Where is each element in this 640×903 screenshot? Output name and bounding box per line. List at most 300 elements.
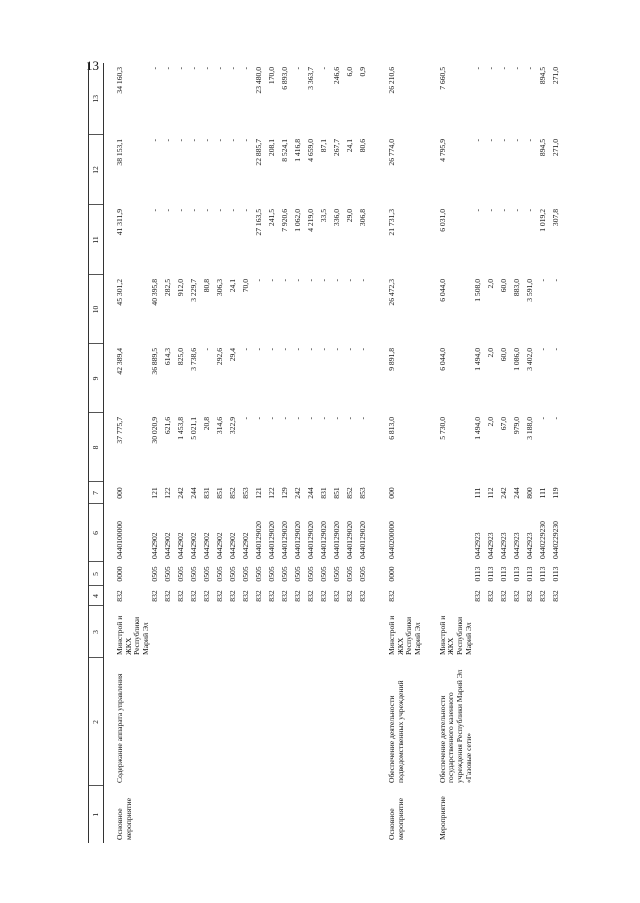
cell-year-1: 2,0 [485, 417, 495, 427]
cell-year-1: 979,0 [511, 417, 521, 435]
cell-grbs: 832 [115, 590, 124, 602]
cell-csr: 0442902 [175, 532, 185, 559]
cell-csr: 0442923 [498, 532, 508, 559]
cell-year-6: 246,6 [331, 67, 341, 85]
cell-year-4: - [472, 209, 482, 212]
cell-year-4: 41 311,9 [115, 209, 124, 236]
cell-rzpr: 0505 [201, 566, 211, 582]
cell-csr: 0440129020 [266, 521, 276, 559]
cell-year-3: 24,1 [227, 279, 237, 293]
cell-year-6: 170,0 [266, 67, 276, 85]
cell-csr: 0442923 [524, 532, 534, 559]
cell-status: Мероприятие [437, 796, 447, 840]
cell-year-6: 23 480,0 [253, 67, 263, 94]
cell-grbs: 832 [344, 590, 354, 602]
cell-executor [552, 606, 565, 658]
cell-year-6: 6 893,0 [279, 67, 289, 90]
cell-grbs: 832 [511, 590, 521, 602]
cell-grbs: 832 [292, 590, 302, 602]
table-row [388, 63, 423, 843]
cell-year-3: - [550, 279, 560, 282]
cell-name [229, 658, 242, 786]
cell-grbs [439, 586, 474, 606]
cell-status [320, 786, 333, 843]
cell-grbs: 832 [227, 590, 237, 602]
cell-year-6: 894,5 [537, 67, 547, 85]
cell-year-6: - [485, 67, 495, 70]
cell-grbs: 832 [537, 590, 547, 602]
cell-year-5: - [240, 139, 250, 142]
table-row [203, 63, 216, 843]
cell-year-2: - [292, 348, 302, 351]
table-row [552, 63, 565, 843]
cell-year-6: - [175, 67, 185, 70]
cell-executor [216, 606, 229, 658]
cell-executor: Минстрой и ЖКХ Республики Марий Эл [115, 615, 151, 655]
cell-year-3: - [537, 279, 547, 282]
cell-year-3: - [305, 279, 315, 282]
cell-year-3: - [292, 279, 302, 282]
cell-year-5: - [162, 139, 172, 142]
cell-rzpr: 0505 [214, 566, 224, 582]
cell-rzpr: 0505 [175, 566, 185, 582]
cell-status [281, 786, 294, 843]
table-row [439, 63, 474, 843]
cell-year-4: 1 019,2 [537, 209, 547, 232]
cell-year-1: 37 775,7 [115, 417, 124, 444]
cell-year-1: 1 453,8 [175, 417, 185, 440]
cell-year-3: 282,5 [162, 279, 172, 297]
cell-grbs: 832 [386, 590, 396, 602]
cell-status [526, 786, 539, 843]
cell-year-3: 2,0 [485, 279, 495, 289]
cell-name [552, 658, 565, 786]
cell-year-2: - [318, 348, 328, 351]
cell-year-3: 80,8 [201, 279, 211, 293]
cell-rzpr: 0505 [331, 566, 341, 582]
cell-year-1: - [266, 417, 276, 420]
cell-grbs: 832 [331, 590, 341, 602]
cell-year-2: 6 044,0 [437, 348, 447, 371]
cell-year-3: - [318, 279, 328, 282]
cell-csr: 0440229230 [550, 521, 560, 559]
cell-year-1: 1 494,0 [472, 417, 482, 440]
cell-year-6: - [162, 67, 172, 70]
table-header [89, 63, 117, 843]
cell-name [539, 658, 552, 786]
page-number: 13 [86, 58, 99, 73]
table-row [307, 63, 320, 843]
cell-executor [500, 606, 513, 658]
cell-csr: 0442902 [214, 532, 224, 559]
table-body [116, 63, 565, 843]
cell-csr: 0440129020 [331, 521, 341, 559]
cell-executor [359, 606, 372, 658]
cell-year-1: - [550, 417, 560, 420]
cell-grbs: 832 [188, 590, 198, 602]
cell-rzpr: 0113 [472, 566, 482, 582]
cell-executor [294, 606, 307, 658]
cell-name [242, 658, 255, 786]
table-row [294, 63, 307, 843]
cell-executor [164, 606, 177, 658]
cell-csr: 0442923 [511, 532, 521, 559]
cell-rzpr: 0505 [357, 566, 367, 582]
cell-name [216, 658, 229, 786]
cell-year-1: - [279, 417, 289, 420]
cell-year-3: 912,0 [175, 279, 185, 297]
cell-name [294, 658, 307, 786]
cell-rzpr: 0505 [149, 566, 159, 582]
cell-year-6: - [472, 67, 482, 70]
cell-status [203, 786, 216, 843]
col-header-9: 9 [89, 344, 104, 413]
cell-executor: Минстрой и ЖКХ Республики Марий Эл [437, 615, 473, 655]
cell-year-1: - [331, 417, 341, 420]
table-row [539, 63, 552, 843]
cell-status [294, 786, 307, 843]
cell-year-1: - [240, 417, 250, 420]
cell-year-5: - [498, 139, 508, 142]
cell-year-6: - [511, 67, 521, 70]
cell-year-2: - [344, 348, 354, 351]
col-header-1: 1 [89, 786, 104, 843]
cell-csr: 0442923 [472, 532, 482, 559]
cell-year-4: 336,0 [331, 209, 341, 227]
cell-vr: 831 [201, 487, 211, 499]
cell-rzpr: 0505 [292, 566, 302, 582]
cell-vr: 800 [524, 487, 534, 499]
cell-status [487, 786, 500, 843]
cell-executor [151, 606, 164, 658]
cell-rzpr: 0505 [162, 566, 172, 582]
cell-year-2: 29,4 [227, 348, 237, 362]
table-row [116, 63, 151, 843]
cell-year-3: 3 591,0 [524, 279, 534, 302]
cell-year-5: - [227, 139, 237, 142]
col-header-2: 2 [89, 658, 104, 786]
cell-year-5: - [188, 139, 198, 142]
cell-rzpr: 0113 [550, 566, 560, 582]
cell-name: Обеспечение деятельности подведомственных учреждений [386, 680, 405, 783]
cell-year-4: - [201, 209, 211, 212]
cell-csr: 0442902 [162, 532, 172, 559]
cell-vr: 242 [498, 487, 508, 499]
cell-grbs: 832 [201, 590, 211, 602]
cell-year-3: 26 472,3 [386, 279, 396, 306]
cell-status [255, 786, 268, 843]
cell-rzpr: 0505 [188, 566, 198, 582]
cell-vr: 244 [511, 487, 521, 499]
cell-csr: 0442902 [188, 532, 198, 559]
cell-csr: 0440129020 [292, 521, 302, 559]
table-row [487, 63, 500, 843]
cell-year-6: - [498, 67, 508, 70]
cell-grbs: 832 [305, 590, 315, 602]
cell-grbs: 832 [266, 590, 276, 602]
cell-grbs: 832 [485, 590, 495, 602]
cell-name [333, 658, 346, 786]
cell-year-3: - [279, 279, 289, 282]
col-header-4: 4 [89, 586, 104, 606]
cell-year-2: - [550, 348, 560, 351]
cell-year-3: - [253, 279, 263, 282]
cell-year-2: 42 389,4 [115, 348, 124, 375]
cell-vr: 122 [266, 487, 276, 499]
cell-executor [320, 606, 333, 658]
cell-executor [539, 606, 552, 658]
cell-rzpr: 0505 [240, 566, 250, 582]
cell-name [320, 658, 333, 786]
cell-year-6: - [318, 67, 328, 70]
cell-executor [333, 606, 346, 658]
cell-year-6: 26 210,6 [386, 67, 396, 94]
cell-year-4: - [511, 209, 521, 212]
cell-year-1: 5 021,1 [188, 417, 198, 440]
cell-executor [255, 606, 268, 658]
cell-year-5: 26 774,0 [386, 139, 396, 166]
cell-grbs: 832 [472, 590, 482, 602]
cell-year-3: - [357, 279, 367, 282]
cell-vr: 244 [188, 487, 198, 499]
cell-year-3: 6 044,0 [437, 279, 447, 302]
cell-year-4: - [149, 209, 159, 212]
cell-executor [268, 606, 281, 658]
cell-status [229, 786, 242, 843]
cell-year-5: 267,7 [331, 139, 341, 157]
cell-status [177, 786, 190, 843]
cell-grbs: 832 [149, 590, 159, 602]
cell-year-5: 4 795,9 [437, 139, 447, 162]
cell-year-1: 6 813,0 [386, 417, 396, 440]
table-row [216, 63, 229, 843]
table-row [500, 63, 513, 843]
cell-vr: 000 [386, 487, 396, 499]
cell-status [151, 786, 164, 843]
cell-rzpr: 0113 [511, 566, 521, 582]
cell-year-5: 24,1 [344, 139, 354, 153]
cell-name [268, 658, 281, 786]
cell-rzpr: 0000 [386, 566, 396, 582]
col-header-7: 7 [89, 482, 104, 504]
cell-status [333, 786, 346, 843]
cell-year-1: - [344, 417, 354, 420]
cell-rzpr: 0505 [266, 566, 276, 582]
cell-year-4: 306,8 [357, 209, 367, 227]
cell-year-2: 2,0 [485, 348, 495, 358]
cell-vr: 129 [279, 487, 289, 499]
cell-status [539, 786, 552, 843]
cell-vr: 111 [472, 487, 482, 499]
table-row [320, 63, 333, 843]
cell-name [281, 658, 294, 786]
cell-vr: 111 [537, 487, 547, 499]
cell-name [190, 658, 203, 786]
cell-year-5: - [472, 139, 482, 142]
cell-executor [281, 606, 294, 658]
section-spacer [423, 63, 439, 843]
cell-rzpr: 0113 [498, 566, 508, 582]
cell-year-5: 208,1 [266, 139, 276, 157]
cell-year-5: - [511, 139, 521, 142]
cell-executor [229, 606, 242, 658]
cell-csr: 0440129020 [253, 521, 263, 559]
cell-grbs: 832 [498, 590, 508, 602]
cell-year-5: 38 153,1 [115, 139, 124, 166]
cell-csr: 0442902 [149, 532, 159, 559]
col-header-8: 8 [89, 413, 104, 482]
cell-year-4: - [240, 209, 250, 212]
cell-csr: 0440200000 [386, 521, 396, 559]
cell-rzpr: 0113 [485, 566, 495, 582]
col-header-3: 3 [89, 606, 104, 658]
cell-vr: 852 [227, 487, 237, 499]
cell-year-6: 6,0 [344, 67, 354, 77]
cell-csr [439, 504, 474, 562]
table-row [268, 63, 281, 843]
cell-executor [487, 606, 500, 658]
cell-year-4: 4 219,0 [305, 209, 315, 232]
cell-year-1: - [537, 417, 547, 420]
cell-year-1: - [253, 417, 263, 420]
cell-year-4: - [498, 209, 508, 212]
cell-grbs: 832 [175, 590, 185, 602]
cell-executor [242, 606, 255, 658]
cell-name [513, 658, 526, 786]
cell-year-2: - [331, 348, 341, 351]
cell-executor [203, 606, 216, 658]
cell-grbs: 832 [240, 590, 250, 602]
table-row [229, 63, 242, 843]
cell-csr: 0440129020 [318, 521, 328, 559]
cell-year-1: 20,8 [201, 417, 211, 431]
cell-year-5: - [214, 139, 224, 142]
cell-name [177, 658, 190, 786]
cell-year-5: 894,5 [537, 139, 547, 157]
cell-year-3: 40 395,8 [149, 279, 159, 306]
cell-status [552, 786, 565, 843]
table-row [164, 63, 177, 843]
cell-year-4: - [214, 209, 224, 212]
cell-status [268, 786, 281, 843]
budget-table [88, 63, 565, 843]
cell-year-1: 30 020,9 [149, 417, 159, 444]
cell-year-5: 8 524,1 [279, 139, 289, 162]
cell-executor [307, 606, 320, 658]
cell-year-5: 4 659,0 [305, 139, 315, 162]
cell-csr: 0440100000 [115, 521, 124, 559]
cell-year-3: 306,3 [214, 279, 224, 297]
cell-name: Обеспечение деятельности государственного казенного учреждения Республики Марий Эл «Газовые сети» [437, 669, 473, 783]
cell-name [346, 658, 359, 786]
cell-name [487, 658, 500, 786]
cell-vr: 121 [149, 487, 159, 499]
cell-status: Основное мероприятие [386, 798, 405, 840]
cell-year-2: - [266, 348, 276, 351]
cell-year-3: 1 508,0 [472, 279, 482, 302]
cell-grbs: 832 [214, 590, 224, 602]
cell-year-6: - [188, 67, 198, 70]
cell-name [255, 658, 268, 786]
cell-csr: 0440229230 [537, 521, 547, 559]
cell-year-6: - [292, 67, 302, 70]
cell-year-6: 3 363,7 [305, 67, 315, 90]
cell-csr: 0442902 [201, 532, 211, 559]
cell-rzpr: 0505 [318, 566, 328, 582]
cell-rzpr: 0505 [253, 566, 263, 582]
col-header-13: 13 [89, 63, 104, 135]
col-header-10: 10 [89, 275, 104, 344]
cell-status [474, 786, 487, 843]
cell-year-4: 6 031,0 [437, 209, 447, 232]
cell-year-4: - [524, 209, 534, 212]
cell-year-2: 1 494,0 [472, 348, 482, 371]
cell-csr: 0442902 [240, 532, 250, 559]
cell-year-6: - [201, 67, 211, 70]
cell-rzpr: 0505 [344, 566, 354, 582]
cell-year-2: - [240, 348, 250, 351]
cell-year-3: 883,0 [511, 279, 521, 297]
cell-executor [346, 606, 359, 658]
cell-vr: 119 [550, 487, 560, 499]
cell-executor [177, 606, 190, 658]
cell-year-5: - [524, 139, 534, 142]
cell-executor [474, 606, 487, 658]
cell-csr: 0440129020 [357, 521, 367, 559]
cell-year-2: - [537, 348, 547, 351]
cell-vr: 122 [162, 487, 172, 499]
cell-year-4: 27 163,5 [253, 209, 263, 236]
cell-year-2: 9 891,8 [386, 348, 396, 371]
table-row [346, 63, 359, 843]
table-row [281, 63, 294, 843]
cell-rzpr: 0505 [227, 566, 237, 582]
cell-executor: Минстрой и ЖКХ Республики Марий Эл [386, 615, 423, 655]
cell-year-6: 34 160,3 [115, 67, 124, 94]
cell-status [307, 786, 320, 843]
cell-grbs: 832 [318, 590, 328, 602]
cell-year-6: 7 660,5 [437, 67, 447, 90]
cell-year-2: - [201, 348, 211, 351]
cell-year-5: 80,6 [357, 139, 367, 153]
cell-name [164, 658, 177, 786]
cell-year-1: 67,0 [498, 417, 508, 431]
column-number-row [89, 63, 104, 843]
cell-year-4: 1 062,0 [292, 209, 302, 232]
cell-vr: 851 [331, 487, 341, 499]
cell-status [164, 786, 177, 843]
cell-year-2: 292,6 [214, 348, 224, 366]
cell-grbs: 832 [524, 590, 534, 602]
cell-year-6: - [240, 67, 250, 70]
cell-rzpr: 0000 [115, 566, 124, 582]
cell-year-1: 314,6 [214, 417, 224, 435]
cell-year-3: 60,0 [498, 279, 508, 293]
cell-rzpr: 0505 [305, 566, 315, 582]
cell-year-3: - [331, 279, 341, 282]
cell-vr: 831 [318, 487, 328, 499]
cell-year-5: 271,0 [550, 139, 560, 157]
cell-vr: 242 [175, 487, 185, 499]
table-row [255, 63, 268, 843]
cell-rzpr [439, 562, 474, 586]
cell-executor [190, 606, 203, 658]
cell-status: Основное мероприятие [115, 798, 133, 840]
cell-vr: 851 [214, 487, 224, 499]
cell-status [216, 786, 229, 843]
cell-year-4: - [162, 209, 172, 212]
cell-name [526, 658, 539, 786]
